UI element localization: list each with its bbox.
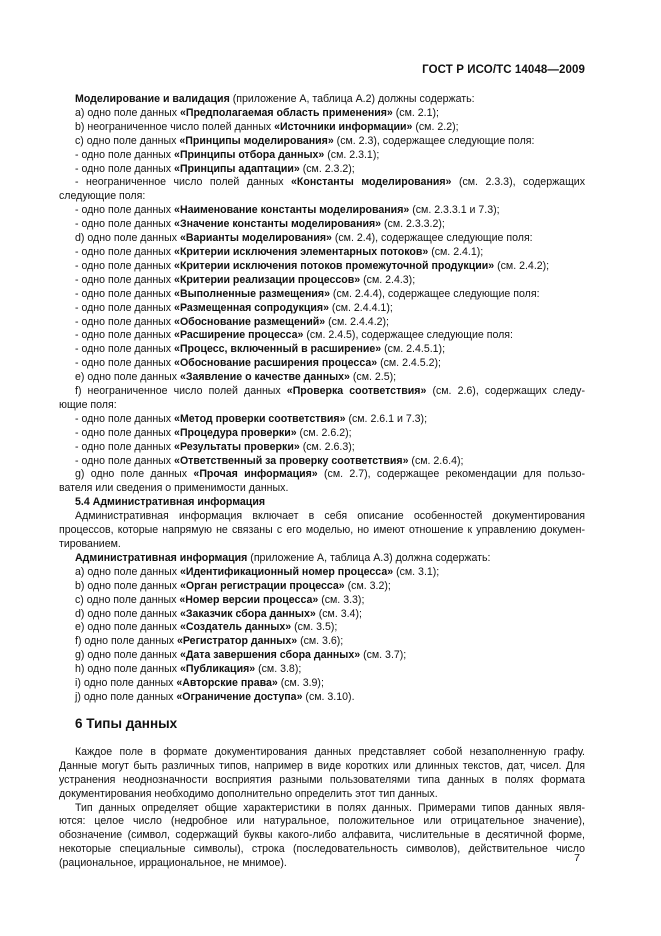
text-segment: (см. 2.7), содержащее рекомендации для пользо- (324, 468, 586, 481)
text-line (59, 218, 585, 232)
text-line (59, 566, 585, 580)
text-segment: - одно поле данных (75, 162, 175, 175)
bold-text: «Принципы отбора данных» (174, 148, 328, 161)
text-line (59, 135, 585, 149)
text-line (59, 774, 585, 788)
text-segment: (см. 2.4.4.2); (328, 315, 390, 328)
text-segment: (см. 3.5); (294, 621, 338, 634)
text-segment: (см. 2.6), содержащих следу- (432, 385, 586, 398)
text-line (59, 663, 585, 677)
text-line (59, 510, 585, 524)
text-line (59, 316, 585, 330)
text-line (59, 760, 585, 774)
text-segment: - одно поле данных (75, 315, 175, 328)
text-line (59, 121, 585, 135)
bold-text: «Критерии исключения потоков промежуточной продукции» (174, 259, 498, 272)
bold-text: «Значение константы моделирования» (174, 218, 384, 231)
text-line (59, 815, 585, 829)
text-segment: j) одно поле данных (75, 690, 177, 703)
text-line (59, 413, 585, 427)
text-segment: - неограниченное число полей данных (75, 176, 292, 189)
text-line (59, 552, 585, 566)
bold-text: «Дата завершения сбора данных» (179, 649, 364, 662)
text-line (59, 843, 585, 857)
text-line (59, 204, 585, 218)
text-segment: (см. 3.9); (280, 677, 324, 690)
text-segment: а) одно поле данных (75, 565, 180, 578)
text-line (59, 538, 585, 552)
text-line (59, 788, 585, 802)
text-segment: ются: целое число (недробное или натуральное, положительное или отрицательное значение), (59, 815, 585, 828)
text-segment: g) одно поле данных (75, 468, 194, 481)
bold-text: «Заявление о качестве данных» (179, 371, 353, 384)
text-segment: d) одно поле данных (75, 232, 180, 245)
text-segment: c) одно поле данных (75, 134, 180, 147)
text-line (59, 677, 585, 691)
text-segment: Данные могут быть различных типов, например в виде коротких или длинных текстов, дат, чисел. Для (59, 759, 585, 772)
text-line (59, 635, 585, 649)
text-line (59, 274, 585, 288)
text-segment: (рациональное, иррациональное, не мнимое). (59, 857, 287, 870)
text-segment: (см. 3.7); (363, 649, 407, 662)
text-segment: (см. 2.3.3), содержащих (458, 176, 586, 189)
text-segment: - одно поле данных (75, 343, 175, 356)
text-line (59, 802, 585, 816)
bold-text: «Выполненные размещения» (174, 287, 333, 300)
text-segment: - одно поле данных (75, 301, 175, 314)
text-segment: - одно поле данных (75, 454, 175, 467)
text-line (59, 691, 585, 705)
text-segment: e) одно поле данных (75, 621, 180, 634)
text-segment: f) одно поле данных (75, 635, 177, 648)
text-segment: (см. 2.3.3.2); (384, 218, 445, 231)
section-heading (59, 716, 585, 732)
text-segment: (приложение А, таблица А.2) должны содержать: (232, 93, 475, 105)
bold-text: «Размещенная сопродукция» (174, 301, 332, 314)
text-line (59, 329, 585, 343)
text-segment: некоторые специальные символы), строка (последовательность символов), действительное число (59, 843, 585, 856)
text-line (59, 357, 585, 371)
text-line (59, 608, 585, 622)
text-segment: Тип данных определяет общие характеристики в полях данных. Примерами типов данных явля- (75, 801, 585, 814)
bold-text: «Ответственный за проверку соответствия» (174, 454, 412, 467)
text-line (59, 371, 585, 385)
text-segment: - одно поле данных (75, 287, 175, 300)
text-line (59, 594, 585, 608)
text-segment: - одно поле данных (75, 148, 175, 161)
text-segment: (см. 2.2); (415, 120, 459, 133)
text-line (59, 190, 585, 204)
text-line (59, 302, 585, 316)
text-segment: - одно поле данных (75, 273, 175, 286)
text-line (59, 288, 585, 302)
text-segment: c) одно поле данных (75, 593, 180, 606)
text-segment: - одно поле данных (75, 329, 175, 342)
text-segment: (см. 2.4.5.1); (384, 343, 446, 356)
text-segment: (см. 2.6.3); (302, 440, 355, 453)
text-segment: (см. 3.2); (347, 579, 391, 592)
text-line (59, 107, 585, 121)
bold-text: «Создатель данных» (179, 621, 295, 634)
text-segment: тированием. (59, 538, 121, 550)
text-segment: вателя или сведения о применимости данных. (59, 482, 289, 495)
text-segment: h) одно поле данных (75, 663, 180, 676)
bold-text: «Обоснование расширения процесса» (174, 357, 381, 370)
text-line (59, 93, 585, 107)
text-line (59, 857, 585, 871)
text-segment: (см. 3.8); (258, 663, 302, 676)
text-segment: - одно поле данных (75, 357, 175, 370)
bold-text: «Публикация» (179, 663, 259, 676)
text-segment: (см. 2.3.1); (327, 148, 380, 161)
bold-text: Административная информация (75, 551, 251, 564)
bold-text: «Идентификационный номер процесса» (179, 565, 397, 578)
text-line (59, 455, 585, 469)
text-line (59, 649, 585, 663)
text-segment: d) одно поле данных (75, 607, 180, 620)
bold-text: 5.4 Административная информация (75, 496, 266, 509)
document-body (59, 93, 585, 871)
bold-text: «Источники информации» (274, 120, 416, 133)
bold-text: «Авторские права» (176, 677, 281, 690)
text-segment: обозначение (символ, содержащий буквы какого-либо алфавита, числительные в десятичной форме, (59, 829, 585, 842)
text-line (59, 746, 585, 760)
text-segment: (см. 3.10). (305, 690, 355, 703)
text-segment: g) одно поле данных (75, 649, 180, 662)
bold-text: «Регистратор данных» (176, 635, 301, 648)
page-number: 7 (574, 852, 580, 864)
bold-text: «Константы моделирования» (291, 176, 459, 189)
text-segment: b) одно поле данных (75, 579, 180, 592)
text-segment: (см. 2.3), содержащее следующие поля: (336, 134, 535, 147)
text-segment: (см. 2.4.3); (363, 273, 416, 286)
text-segment: (см. 2.3.2); (302, 162, 355, 175)
text-segment: - одно поле данных (75, 426, 175, 439)
bold-text: «Проверка соответствия» (286, 385, 433, 398)
text-segment: (см. 2.4.5), содержащее следующие поля: (306, 329, 513, 342)
text-segment: (см. 2.5); (352, 371, 397, 384)
text-line (59, 246, 585, 260)
bold-text: «Метод проверки соответствия» (174, 412, 349, 425)
text-segment: (см. 2.6.1 и 7.3); (348, 412, 428, 425)
text-segment: e) одно поле данных (75, 371, 180, 384)
text-segment: f) неограниченное число полей данных (75, 385, 287, 398)
bold-text: «Расширение процесса» (174, 329, 307, 342)
bold-text: «Предполагаемая область применения» (179, 106, 396, 119)
text-line (59, 621, 585, 635)
text-segment: (см. 2.4.2); (497, 259, 550, 272)
text-line (59, 468, 585, 482)
bold-text: «Орган регистрации процесса» (179, 579, 348, 592)
text-segment: следующие поля: (59, 190, 146, 203)
text-segment: Административная информация включает в себя описание особенностей документирования (75, 510, 585, 523)
text-segment: (см. 3.1); (396, 565, 440, 578)
bold-text: «Критерии реализации процессов» (174, 273, 364, 286)
text-line (59, 163, 585, 177)
text-segment: (см. 2.1); (395, 106, 439, 119)
text-segment: (см. 3.4); (318, 607, 362, 620)
text-segment: b) неограниченное число полей данных (75, 120, 275, 133)
bold-text: «Номер версии процесса» (179, 593, 322, 606)
text-line (59, 399, 585, 413)
bold-text: 6 Типы данных (75, 715, 178, 731)
text-segment: устранения неоднозначности восприятия разными пользователями типа данных в полях формата (59, 773, 585, 786)
bold-text: «Наименование константы моделирования» (174, 204, 413, 217)
text-line (59, 829, 585, 843)
bold-text: «Результаты проверки» (174, 440, 303, 453)
text-line (59, 232, 585, 246)
text-segment: - одно поле данных (75, 440, 175, 453)
bold-text: «Варианты моделирования» (179, 232, 335, 245)
text-line (59, 441, 585, 455)
text-segment: (см. 2.4.5.2); (380, 357, 441, 370)
text-segment: (см. 2.3.3.1 и 7.3); (412, 204, 500, 217)
text-segment: (см. 2.6.2); (299, 426, 352, 439)
bold-text: «Процедура проверки» (174, 426, 300, 439)
text-line (59, 343, 585, 357)
text-line (59, 580, 585, 594)
text-line (59, 524, 585, 538)
text-segment: (см. 2.4.1); (431, 245, 484, 258)
text-segment: (см. 3.6); (300, 635, 344, 648)
text-segment: - одно поле данных (75, 204, 175, 217)
text-segment: (см. 3.3); (321, 593, 365, 606)
text-segment: процессов, которые напрямую не связаны с его моделью, но имеют отношение к управлению докумен- (59, 524, 585, 537)
document-code-header: ГОСТ Р ИСО/ТС 14048—2009 (422, 64, 585, 76)
text-line (59, 260, 585, 274)
text-segment: i) одно поле данных (75, 677, 177, 690)
bold-text: «Ограничение доступа» (176, 690, 306, 703)
text-segment: (см. 2.4.4.1); (331, 301, 393, 314)
text-segment: (см. 2.6.4); (411, 454, 464, 467)
text-segment: - одно поле данных (75, 245, 175, 258)
text-segment: - одно поле данных (75, 218, 175, 231)
text-segment: Каждое поле в формате документирования данных представляет собой незаполненную графу. (75, 745, 585, 758)
text-segment: (см. 2.4), содержащее следующие поля: (334, 232, 533, 245)
text-line (59, 385, 585, 399)
bold-text: Моделирование и валидация (75, 93, 233, 105)
text-segment: (приложение А, таблица А.3) должна содержать: (250, 551, 491, 564)
bold-text: «Прочая информация» (193, 468, 324, 481)
text-segment: а) одно поле данных (75, 106, 180, 119)
text-segment: ющие поля: (59, 398, 117, 411)
text-segment: - одно поле данных (75, 259, 175, 272)
text-segment: - одно поле данных (75, 412, 175, 425)
bold-text: «Процесс, включенный в расширение» (174, 343, 385, 356)
bold-text: «Критерии исключения элементарных потоков» (174, 245, 432, 258)
text-line (59, 176, 585, 190)
bold-text: «Заказчик сбора данных» (179, 607, 319, 620)
text-segment: документирования необходимо дополнительно определить этот тип данных. (59, 787, 438, 800)
subsection-heading (59, 496, 585, 510)
text-segment: (см. 2.4.4), содержащее следующие поля: (332, 287, 540, 300)
bold-text: «Принципы адаптации» (174, 162, 303, 175)
bold-text: «Обоснование размещений» (174, 315, 329, 328)
text-line (59, 149, 585, 163)
text-line (59, 427, 585, 441)
text-line (59, 482, 585, 496)
bold-text: «Принципы моделирования» (179, 134, 337, 147)
